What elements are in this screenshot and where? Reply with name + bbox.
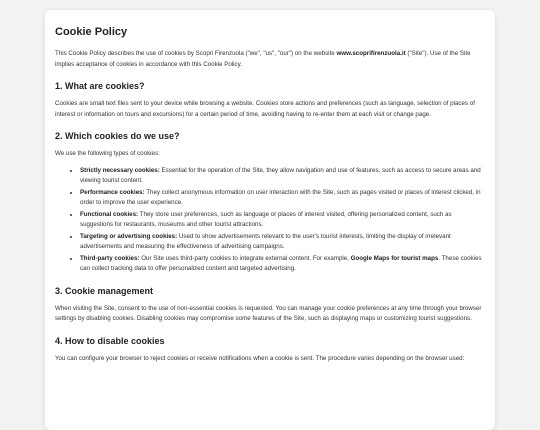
list-item-text: Used to show advertisements relevant to the user's tourist interests, limiting the display of irrelevant advertisements and measuring the effectiveness of advertising campaigns. xyxy=(80,232,451,250)
list-item-term: Performance cookies: xyxy=(80,188,145,196)
list-item xyxy=(80,166,485,187)
intro-paragraph xyxy=(55,49,485,70)
list-item xyxy=(80,232,485,253)
list-item xyxy=(80,210,485,231)
list-item-term: Strictly necessary cookies: xyxy=(80,166,160,174)
list-item-term: Functional cookies: xyxy=(80,210,139,218)
section-body-cookie-management: When visiting the Site, consent to the use of non-essential cookies is requested. You can manage your cookie preferences at any time through your browser settings by disabling cookies. Disabling cookies may compromise some features of the Site, such as displaying maps or customizing tourist suggestions. xyxy=(55,304,482,322)
list-item xyxy=(80,188,485,209)
site-url: www.scoprifirenzuola.it xyxy=(336,50,406,57)
section-heading-which-cookies: 2. Which cookies do we use? xyxy=(55,131,180,141)
page-title: Cookie Policy xyxy=(55,26,128,38)
section-body-disable-cookies: You can configure your browser to reject cookies or receive notifications when a cookie is sent. The procedure varies depending on the browser used: xyxy=(55,354,465,362)
list-item-term: Targeting or advertising cookies: xyxy=(80,232,178,240)
list-item-text: They collect anonymous information on user interaction with the Site, such as pages visited or places of interest clicked, in order to improve the user experience. xyxy=(80,188,481,206)
list-item-text-continued: . These cookies can collect tracking data to offer personalized content and targeted advertising. xyxy=(80,254,482,272)
section-heading-disable-cookies: 4. How to disable cookies xyxy=(55,335,165,346)
google-maps-label: Google Maps for tourist maps xyxy=(350,254,439,262)
section-body-what-are-cookies: Cookies are small text files sent to your device while browsing a website. Cookies store actions and preferences (such as language, selection of places of interest or information on tours and excursions) for a certain period of time, avoiding having to re-enter them at each visit or change page. xyxy=(55,100,475,118)
section-lead-which-cookies: We use the following types of cookies: xyxy=(55,150,160,157)
section-heading-cookie-management: 3. Cookie management xyxy=(55,285,154,296)
intro-text-pre: This Cookie Policy describes the use of cookies by Scopri Firenzuola ("we", "us", "our") on the website xyxy=(55,50,337,57)
list-item xyxy=(80,254,485,275)
list-item-text: Essential for the operation of the Site, they allow navigation and use of features, such as access to secure areas and viewing tourist content. xyxy=(80,166,481,184)
section-heading-what-are-cookies: 1. What are cookies? xyxy=(55,81,145,91)
intro-text-post: ("Site"). Use of the Site implies acceptance of cookies in accordance with this Cookie Policy. xyxy=(55,50,471,68)
list-item-text: They store user preferences, such as language or places of interest visited, offering personalized content, such as suggestions for restaurants, museums and other tourist attractions. xyxy=(80,210,452,228)
cookie-types-list xyxy=(55,166,485,275)
list-item-term: Third-party cookies: xyxy=(80,254,140,262)
policy-card xyxy=(45,10,495,430)
list-item-text: Our Site uses third-party cookies to integrate external content. For example, xyxy=(139,254,351,262)
